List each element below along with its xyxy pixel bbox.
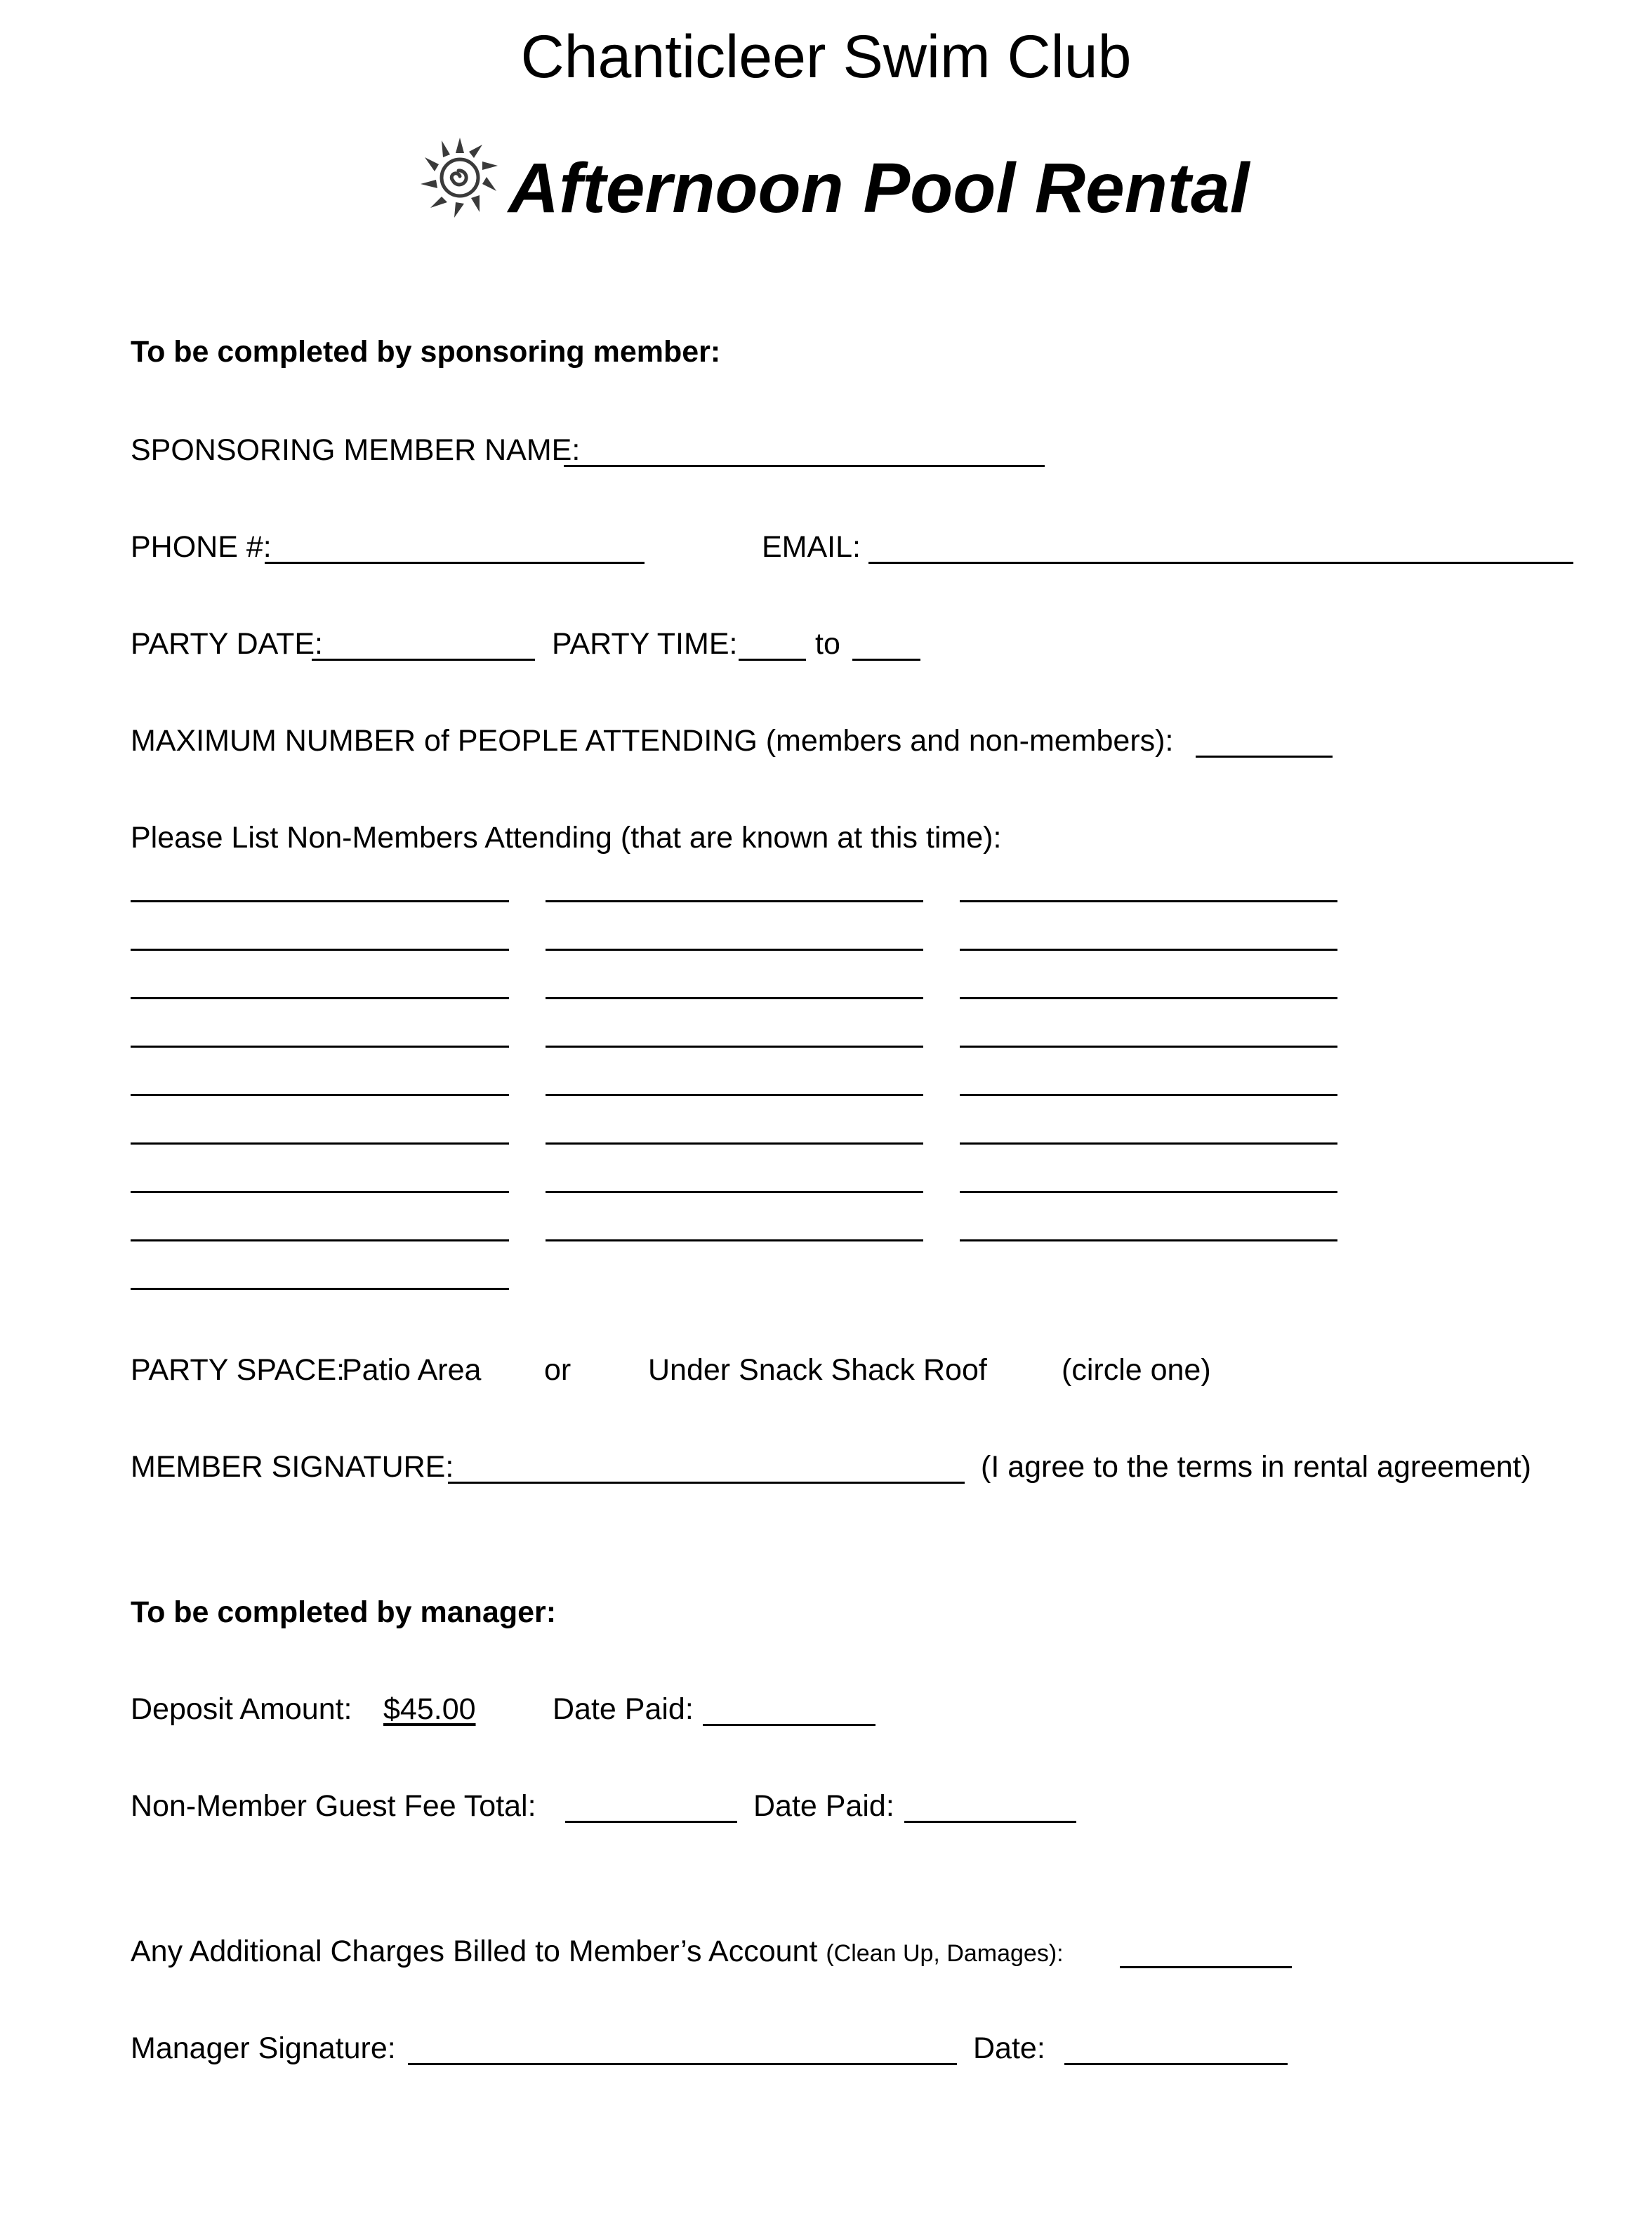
party-time-to-label: to	[815, 627, 840, 661]
member-signature-note: (I agree to the terms in rental agreement)	[981, 1450, 1531, 1484]
party-space-hint: (circle one)	[1062, 1353, 1211, 1387]
non-member-line[interactable]	[131, 900, 509, 902]
non-member-line[interactable]	[960, 1046, 1337, 1048]
page-title: Afternoon Pool Rental	[508, 149, 1250, 228]
non-member-line[interactable]	[960, 900, 1337, 902]
member-section-heading: To be completed by sponsoring member:	[131, 335, 721, 369]
non-member-line[interactable]	[131, 1142, 509, 1145]
party-space-or: or	[544, 1353, 571, 1387]
non-member-line[interactable]	[131, 997, 509, 999]
non-member-line[interactable]	[131, 1288, 509, 1290]
deposit-label: Deposit Amount:	[131, 1692, 352, 1726]
email-field[interactable]	[868, 562, 1573, 564]
manager-section-heading: To be completed by manager:	[131, 1595, 557, 1629]
non-member-line[interactable]	[131, 949, 509, 951]
non-member-line[interactable]	[960, 1191, 1337, 1193]
guest-fee-date-paid-label: Date Paid:	[753, 1789, 894, 1823]
party-date-field[interactable]	[312, 659, 535, 661]
member-signature-field[interactable]	[448, 1482, 965, 1484]
non-members-label: Please List Non-Members Attending (that are known at this time):	[131, 821, 1002, 855]
non-member-line[interactable]	[960, 1094, 1337, 1096]
non-member-line[interactable]	[546, 997, 923, 999]
club-name: Chanticleer Swim Club	[520, 23, 1132, 91]
non-member-line[interactable]	[546, 1239, 923, 1241]
non-member-line[interactable]	[546, 1142, 923, 1145]
party-date-label: PARTY DATE:	[131, 627, 323, 661]
party-space-option-snack-shack[interactable]: Under Snack Shack Roof	[648, 1353, 987, 1387]
sponsor-name-field[interactable]	[564, 465, 1045, 467]
sun-spiral-icon	[418, 135, 502, 220]
additional-charges-text: Any Additional Charges Billed to Member’s Account	[131, 1935, 818, 1968]
guest-fee-field[interactable]	[565, 1821, 737, 1823]
guest-fee-label: Non-Member Guest Fee Total:	[131, 1789, 536, 1823]
additional-charges-note: (Clean Up, Damages):	[826, 1940, 1064, 1967]
manager-signature-field[interactable]	[408, 2063, 957, 2065]
non-member-line[interactable]	[131, 1046, 509, 1048]
non-member-line[interactable]	[960, 949, 1337, 951]
party-space-option-patio[interactable]: Patio Area	[342, 1353, 482, 1387]
non-member-line[interactable]	[960, 1142, 1337, 1145]
additional-charges-field[interactable]	[1120, 1966, 1292, 1968]
manager-date-label: Date:	[973, 2031, 1045, 2065]
manager-date-field[interactable]	[1064, 2063, 1288, 2065]
non-member-line[interactable]	[546, 949, 923, 951]
non-member-line[interactable]	[546, 1094, 923, 1096]
additional-charges-label	[131, 1937, 1064, 1967]
deposit-date-paid-label: Date Paid:	[553, 1692, 694, 1726]
sponsor-name-label: SPONSORING MEMBER NAME:	[131, 433, 581, 467]
deposit-date-paid-field[interactable]	[703, 1724, 875, 1726]
guest-fee-date-paid-field[interactable]	[904, 1821, 1076, 1823]
party-time-end-field[interactable]	[852, 659, 920, 661]
non-member-line[interactable]	[546, 1046, 923, 1048]
non-member-line[interactable]	[131, 1191, 509, 1193]
non-member-line[interactable]	[131, 1094, 509, 1096]
max-people-field[interactable]	[1196, 756, 1333, 758]
phone-field[interactable]	[265, 562, 645, 564]
member-signature-label: MEMBER SIGNATURE:	[131, 1450, 454, 1484]
phone-label: PHONE #:	[131, 530, 272, 564]
non-member-line[interactable]	[546, 900, 923, 902]
party-time-start-field[interactable]	[739, 659, 806, 661]
max-people-label: MAXIMUM NUMBER of PEOPLE ATTENDING (members and non-members):	[131, 724, 1174, 758]
email-label: EMAIL:	[762, 530, 861, 564]
deposit-amount: $45.00	[383, 1692, 476, 1726]
non-member-line[interactable]	[131, 1239, 509, 1241]
non-member-line[interactable]	[546, 1191, 923, 1193]
non-member-line[interactable]	[960, 1239, 1337, 1241]
party-space-label: PARTY SPACE:	[131, 1353, 345, 1387]
manager-signature-label: Manager Signature:	[131, 2031, 396, 2065]
party-time-label: PARTY TIME:	[552, 627, 738, 661]
non-member-line[interactable]	[960, 997, 1337, 999]
